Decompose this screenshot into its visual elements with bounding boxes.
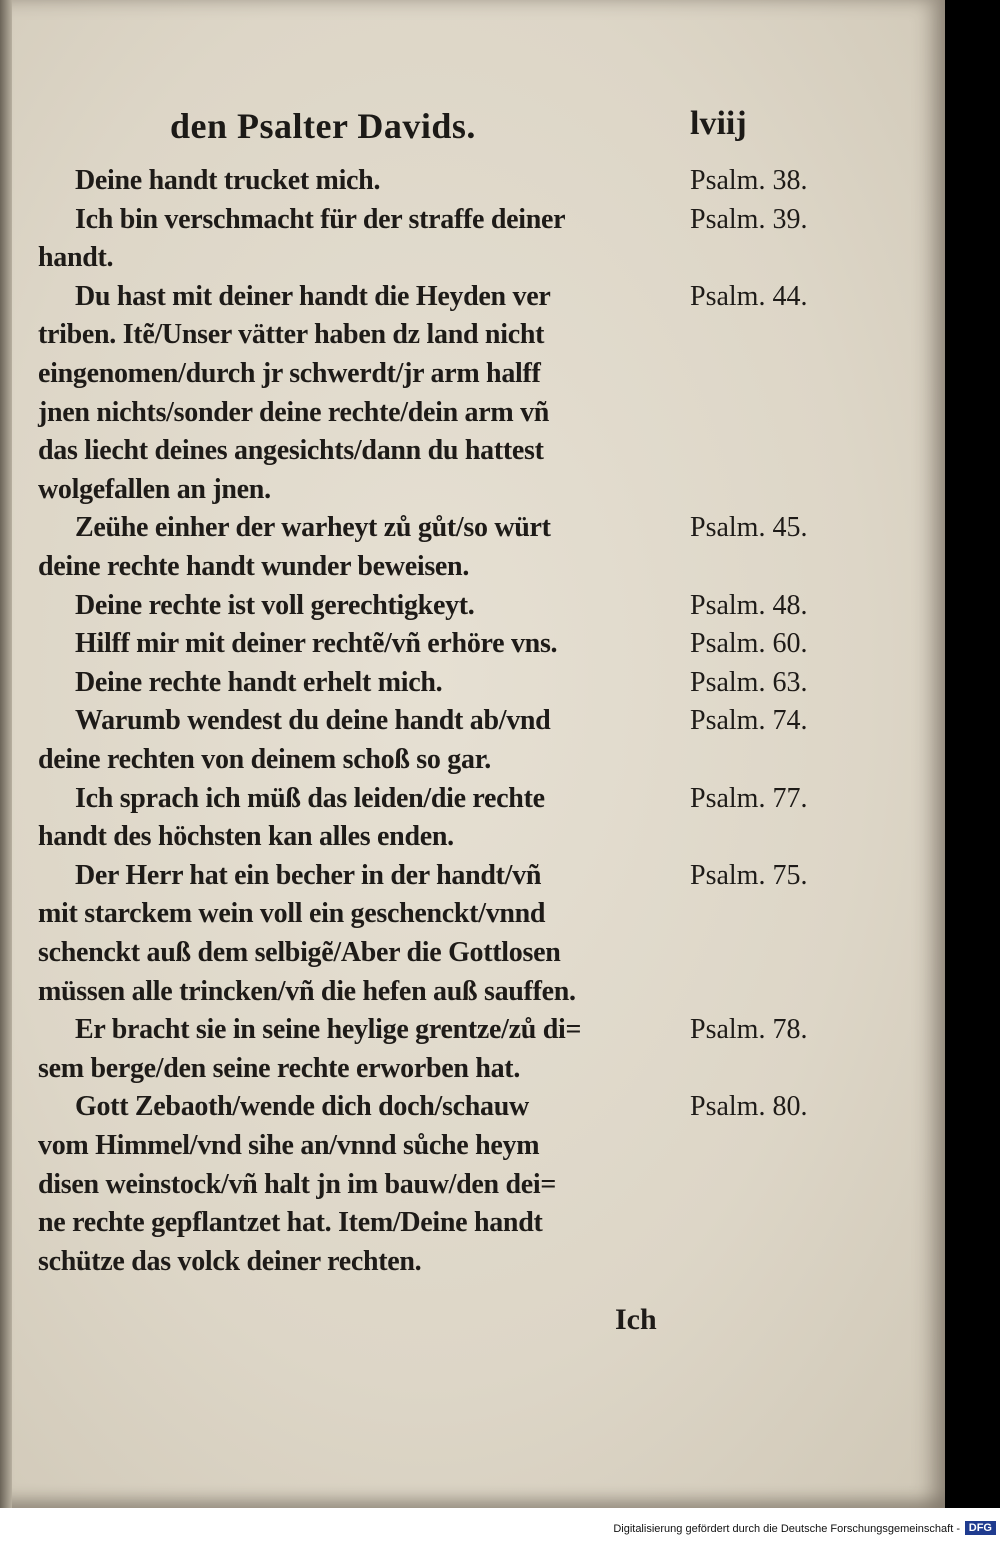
folio-number: lviij — [690, 105, 747, 142]
text-line: das liecht deines angesichts/dann du hattest — [38, 435, 544, 467]
text-line: vom Himmel/vnd sihe an/vnnd sůche heym — [38, 1130, 540, 1161]
psalm-reference: Psalm. 63. — [690, 666, 808, 698]
text-line: Zeühe einher der warheyt zů gůt/so würt — [75, 512, 551, 544]
text-line: Warumb wendest du deine handt ab/vnd — [75, 705, 551, 737]
text-line: Ich sprach ich müß das leiden/die rechte — [75, 782, 545, 814]
text-line: deine rechten von deinem schoß so gar. — [38, 744, 491, 775]
psalm-reference: Psalm. 48. — [690, 589, 808, 621]
text-line: eingenomen/durch jr schwerdt/jr arm halff — [38, 358, 541, 389]
text-line: Deine rechte ist voll gerechtigkeyt. — [75, 589, 475, 621]
page-edge — [0, 0, 12, 1508]
psalm-reference: Psalm. 60. — [690, 628, 808, 660]
text-line: ne rechte gepflantzet hat. Item/Deine handt — [38, 1207, 543, 1239]
text-line: triben. Itẽ/Unser vätter haben dz land nicht — [38, 319, 545, 351]
text-line: schütze das volck deiner rechten. — [38, 1245, 422, 1277]
text-line: Gott Zebaoth/wende dich doch/schauw — [75, 1091, 529, 1123]
running-head: den Psalter Davids. — [170, 106, 476, 146]
psalm-reference: Psalm. 44. — [690, 280, 808, 312]
text-line: Hilff mir mit deiner rechtẽ/vñ erhöre vns. — [75, 628, 558, 660]
footer-credit: Digitalisierung gefördert durch die Deutsche Forschungsgemeinschaft - — [613, 1523, 960, 1535]
text-line: mit starckem wein voll ein geschenckt/vnnd — [38, 898, 546, 930]
text-line: schenckt auß dem selbigẽ/Aber die Gottlosen — [38, 937, 561, 968]
text-line: Deine rechte handt erhelt mich. — [75, 666, 443, 698]
psalm-reference: Psalm. 74. — [690, 705, 808, 737]
text-line: Du hast mit deiner handt die Heyden ver — [75, 280, 551, 312]
text-line: wolgefallen an jnen. — [38, 473, 271, 505]
text-line: Ich bin verschmacht für der straffe deiner — [75, 203, 566, 235]
text-line: jnen nichts/sonder deine rechte/dein arm vñ — [38, 396, 550, 428]
psalm-reference: Psalm. 38. — [690, 165, 808, 196]
psalm-reference: Psalm. 77. — [690, 782, 808, 814]
text-line: handt des höchsten kan alles enden. — [38, 821, 454, 853]
text-line: handt. — [38, 242, 114, 274]
text-line: Der Herr hat ein becher in der handt/vñ — [75, 859, 542, 891]
psalm-reference: Psalm. 75. — [690, 859, 808, 891]
text-line: disen weinstock/vñ halt jn im bauw/den dei= — [38, 1168, 557, 1200]
dfg-logo: DFG — [965, 1521, 996, 1535]
text-line: müssen alle trincken/vñ die hefen auß sauffen. — [38, 975, 576, 1007]
psalm-reference: Psalm. 39. — [690, 203, 808, 235]
catchword: Ich — [615, 1303, 657, 1336]
text-line: deine rechte handt wunder beweisen. — [38, 551, 470, 582]
psalm-reference: Psalm. 80. — [690, 1091, 808, 1123]
text-line: Er bracht sie in seine heylige grentze/zů di= — [75, 1014, 582, 1046]
psalm-reference: Psalm. 45. — [690, 512, 808, 544]
psalm-reference: Psalm. 78. — [690, 1014, 808, 1046]
text-line: Deine handt trucket mich. — [75, 165, 381, 196]
text-line: sem berge/den seine rechte erworben hat. — [38, 1052, 521, 1084]
